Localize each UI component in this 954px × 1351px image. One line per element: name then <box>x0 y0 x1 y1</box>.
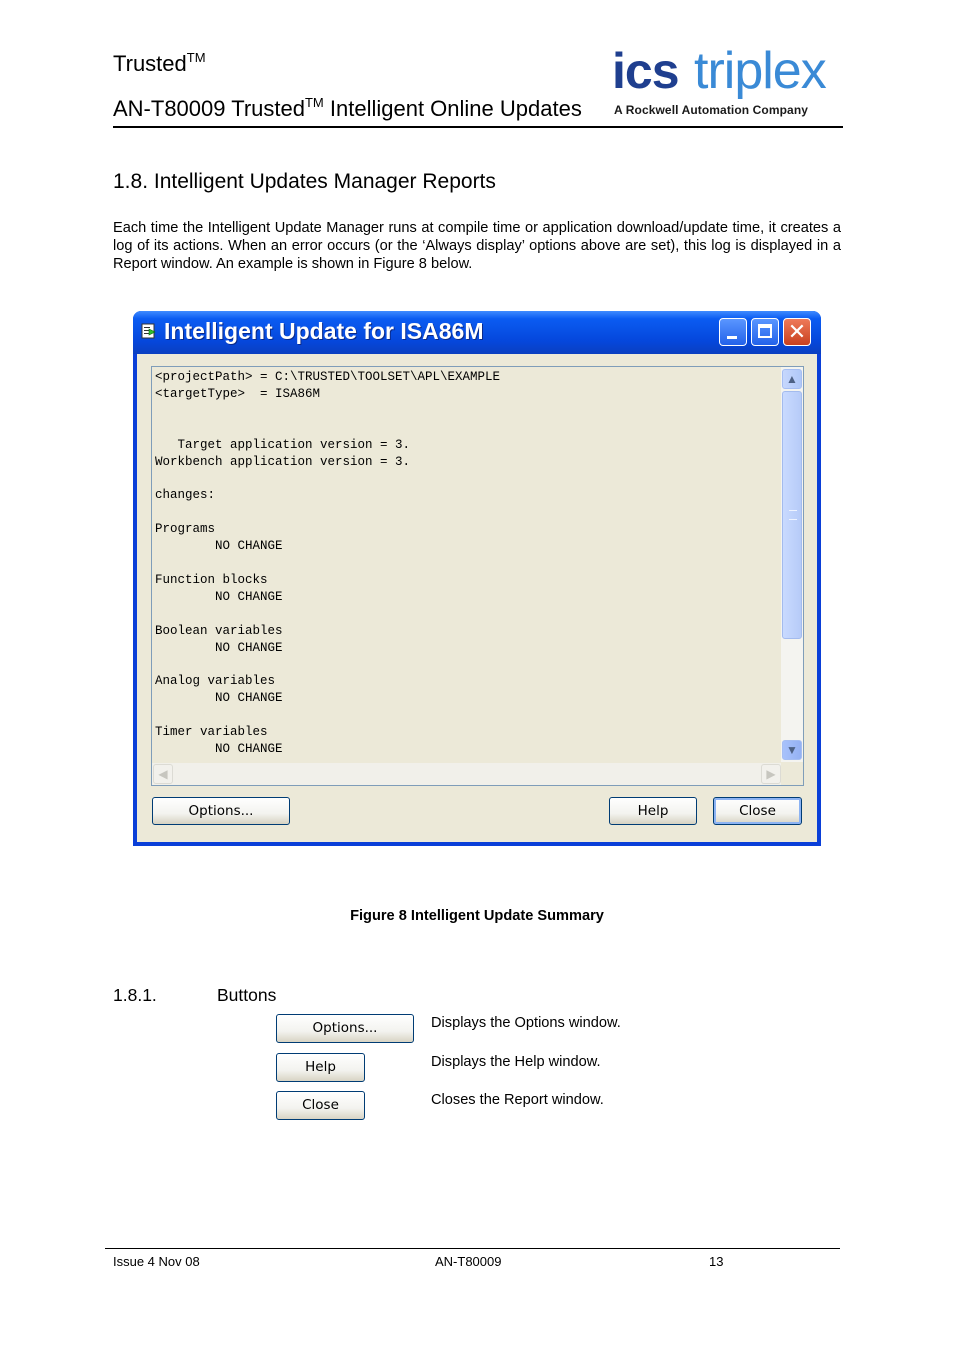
window-title: Intelligent Update for ISA86M <box>164 318 484 344</box>
app-window-icon <box>141 323 157 339</box>
report-window <box>133 311 821 846</box>
help-button-sample[interactable]: Help <box>276 1053 365 1082</box>
scroll-thumb[interactable] <box>782 391 802 639</box>
close-button-sample[interactable]: Close <box>276 1091 365 1120</box>
header-product-name <box>113 50 206 78</box>
window-titlebar[interactable] <box>133 311 821 354</box>
section-paragraph: Each time the Intelligent Update Manager runs at compile time or application download/update time, it creates a log of its actions. When an error occurs (or the ‘Always display’ options above are set), this log is displayed in a Report window. An example is shown in Figure 8 below. <box>113 220 841 272</box>
header-doc-suffix: Intelligent Online Updates <box>323 96 582 121</box>
footer-rule <box>105 1248 840 1249</box>
options-description: Displays the Options window. <box>431 1015 621 1031</box>
minimize-button[interactable] <box>719 318 747 346</box>
window-client-area <box>137 354 817 842</box>
help-description: Displays the Help window. <box>431 1054 601 1070</box>
scroll-up-arrow-icon[interactable]: ▲ <box>782 369 802 389</box>
header-product-text: Trusted <box>113 51 187 76</box>
logo-ics-text: ics <box>612 43 679 99</box>
footer-document-id: AN-T80009 <box>435 1254 502 1269</box>
window-close-button[interactable] <box>783 318 811 346</box>
maximize-button[interactable] <box>751 318 779 346</box>
footer-page-number: 13 <box>709 1254 724 1269</box>
horizontal-scrollbar[interactable] <box>152 763 782 785</box>
close-button[interactable]: Close <box>713 797 802 825</box>
report-log-textbox[interactable] <box>151 366 804 786</box>
trademark-mark: TM <box>186 50 206 65</box>
footer-issue: Issue 4 Nov 08 <box>113 1254 200 1269</box>
section-title: 1.8. Intelligent Updates Manager Reports <box>113 170 496 193</box>
subsection-title: Buttons <box>217 985 277 1005</box>
header-rule <box>113 126 843 128</box>
close-icon: ✕ <box>787 319 807 344</box>
subsection-number: 1.8.1. <box>113 985 157 1005</box>
options-button[interactable]: Options... <box>152 797 290 825</box>
scrollbar-corner <box>781 763 803 785</box>
options-button-sample[interactable]: Options... <box>276 1014 414 1043</box>
logo-triplex-text: triplex <box>694 42 826 100</box>
trademark-mark: TM <box>304 95 324 110</box>
figure-caption: Figure 8 Intelligent Update Summary <box>350 908 604 924</box>
close-description: Closes the Report window. <box>431 1092 604 1108</box>
minimize-icon <box>727 336 737 339</box>
scroll-down-arrow-icon[interactable]: ▼ <box>782 740 802 760</box>
scroll-right-arrow-icon[interactable]: ▶ <box>761 764 781 784</box>
scroll-left-arrow-icon[interactable]: ◀ <box>153 764 173 784</box>
maximize-icon <box>758 324 772 338</box>
grip-icon <box>789 510 797 520</box>
vertical-scrollbar[interactable] <box>781 367 803 762</box>
help-button[interactable]: Help <box>609 797 697 825</box>
header-document-title <box>113 95 582 123</box>
header-doc-prefix: AN-T80009 Trusted <box>113 96 305 121</box>
logo-tagline: A Rockwell Automation Company <box>614 103 809 117</box>
report-log-text: <projectPath> = C:\TRUSTED\TOOLSET\APL\EXAMPLE <targetType> = ISA86M Target application version = 3. Workbench application version = 3. changes: Programs NO CHANGE Function blocks NO CHANGE Boolean variables NO CHANGE Analog variables NO CHANGE Timer variables NO CHANGE <box>155 370 501 756</box>
